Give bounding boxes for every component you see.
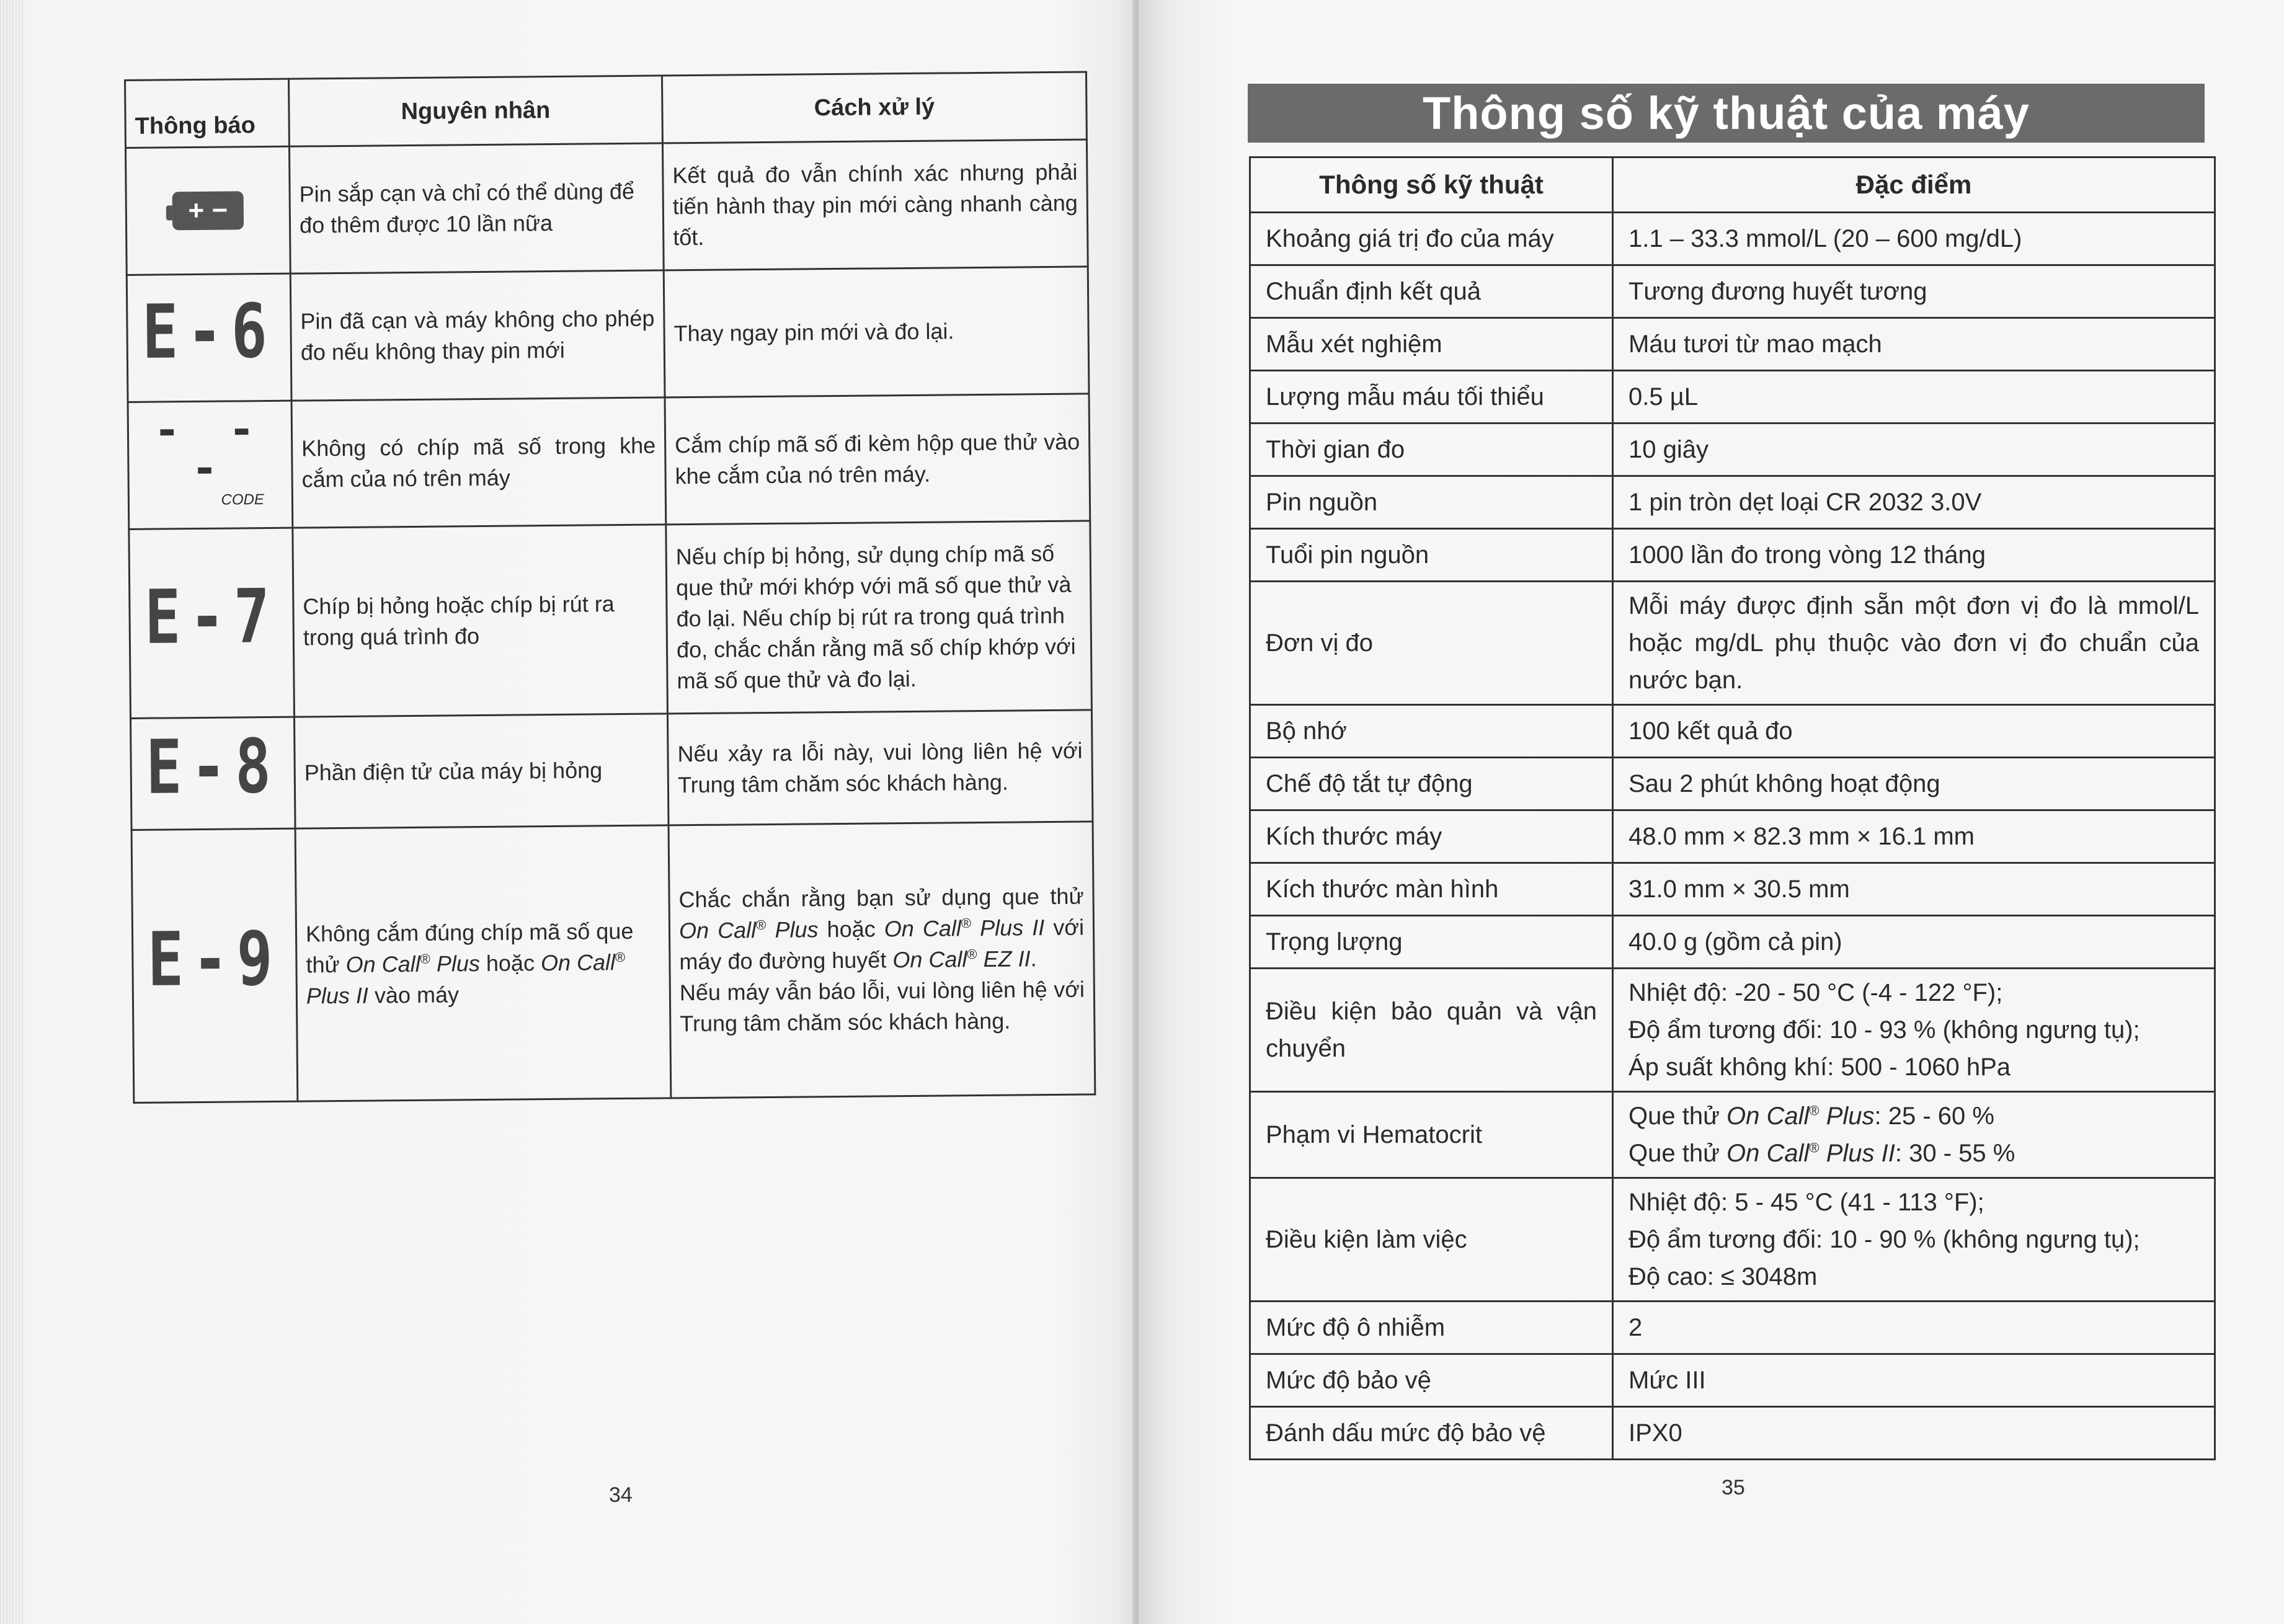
specifications-table xyxy=(1249,156,2216,1460)
lcd-e9-icon: E-9 xyxy=(147,915,282,1003)
table-header-row xyxy=(125,72,1087,148)
table-row xyxy=(1250,705,2215,758)
header-cause: Nguyên nhân xyxy=(289,76,663,146)
action-cell: Nếu chíp bị hỏng, sử dụng chíp mã số que thử mới khớp với mã số que thử và đo lại. Nếu chíp bị rút ra trong quá trình đo, chắc chắn rằng mã số chíp khớp với mã số que thử và đo lại. xyxy=(666,521,1092,714)
display-cell xyxy=(131,828,298,1103)
table-row xyxy=(1250,969,2215,1092)
page-number: 34 xyxy=(609,1483,633,1507)
spec-value: 40.0 g (gồm cả pin) xyxy=(1613,916,2215,969)
lcd-e7-icon: E-7 xyxy=(144,572,279,661)
display-cell xyxy=(127,273,291,402)
page-edge xyxy=(0,0,25,1624)
battery-low-icon: + − xyxy=(172,191,244,230)
spec-name: Đánh dấu mức độ bảo vệ xyxy=(1250,1407,1613,1460)
spec-name: Thời gian đo xyxy=(1250,424,1613,476)
table-row xyxy=(1250,371,2215,424)
display-cell xyxy=(125,146,290,275)
page-number: 35 xyxy=(1722,1476,1745,1499)
spec-value: 1.1 – 33.3 mmol/L (20 – 600 mg/dL) xyxy=(1613,213,2215,265)
table-row xyxy=(129,521,1092,719)
table-row xyxy=(1250,1354,2215,1407)
error-messages-table xyxy=(124,71,1096,1103)
cause-cell: Không cắm đúng chíp mã số que thử On Call® Plus hoặc On Call® Plus II vào máy xyxy=(295,825,671,1101)
display-cell xyxy=(130,717,295,830)
cause-cell: Chíp bị hỏng hoặc chíp bị rút ra trong quá trình đo xyxy=(293,525,668,717)
spec-name: Điều kiện bảo quản và vận chuyển xyxy=(1250,969,1613,1092)
table-row xyxy=(1250,476,2215,529)
action-cell: Thay ngay pin mới và đo lại. xyxy=(664,267,1089,397)
spec-value: 2 xyxy=(1613,1302,2215,1354)
spec-name: Pin nguồn xyxy=(1250,476,1613,529)
spec-name: Tuổi pin nguồn xyxy=(1250,529,1613,582)
table-row xyxy=(1250,863,2215,916)
spec-value: Máu tươi từ mao mạch xyxy=(1613,318,2215,371)
display-cell xyxy=(128,401,293,529)
spec-value: 1000 lần đo trong vòng 12 tháng xyxy=(1613,529,2215,582)
table-row xyxy=(1250,810,2215,863)
table-row xyxy=(127,267,1089,402)
spec-name: Lượng mẫu máu tối thiểu xyxy=(1250,371,1613,424)
spec-value: 0.5 µL xyxy=(1613,371,2215,424)
spec-value: IPX0 xyxy=(1613,1407,2215,1460)
spec-value: Que thử On Call® Plus: 25 - 60 % Que thử On Call® Plus II: 30 - 55 % xyxy=(1613,1092,2215,1178)
cause-cell: Phần điện tử của máy bị hỏng xyxy=(294,714,669,828)
header-feature: Đặc điểm xyxy=(1613,158,2215,213)
spec-value: Nhiệt độ: 5 - 45 °C (41 - 113 °F); Độ ẩm tương đối: 10 - 90 % (không ngưng tụ); Độ cao: ≤ 3048m xyxy=(1613,1178,2215,1302)
spec-name: Điều kiện làm việc xyxy=(1250,1178,1613,1302)
cause-cell: Pin đã cạn và máy không cho phép đo nếu không thay pin mới xyxy=(290,270,665,401)
table-row xyxy=(1250,529,2215,582)
spec-name: Kích thước màn hình xyxy=(1250,863,1613,916)
table-row xyxy=(1250,758,2215,810)
spec-name: Trọng lượng xyxy=(1250,916,1613,969)
spec-value: Sau 2 phút không hoạt động xyxy=(1613,758,2215,810)
cause-cell: Không có chíp mã số trong khe cắm của nó trên máy xyxy=(291,397,666,528)
lcd-e6-icon: E-6 xyxy=(141,287,277,376)
spec-value: 1 pin tròn dẹt loại CR 2032 3.0V xyxy=(1613,476,2215,529)
header-message: Thông báo xyxy=(125,79,290,148)
spec-name: Khoảng giá trị đo của máy xyxy=(1250,213,1613,265)
spec-name: Mức độ bảo vệ xyxy=(1250,1354,1613,1407)
spec-value: 100 kết quả đo xyxy=(1613,705,2215,758)
left-page xyxy=(0,0,1139,1624)
spec-value: Tương đương huyết tương xyxy=(1613,265,2215,318)
spec-value: 10 giây xyxy=(1613,424,2215,476)
action-cell: Nếu xảy ra lỗi này, vui lòng liên hệ với Trung tâm chăm sóc khách hàng. xyxy=(667,710,1093,825)
table-row xyxy=(1250,318,2215,371)
spec-name: Mức độ ô nhiễm xyxy=(1250,1302,1613,1354)
spec-name: Phạm vi Hematocrit xyxy=(1250,1092,1613,1178)
header-spec: Thông số kỹ thuật xyxy=(1250,158,1613,213)
table-header-row xyxy=(1250,158,2215,213)
table-row xyxy=(1250,1302,2215,1354)
table-row xyxy=(1250,916,2215,969)
code-label: CODE xyxy=(221,491,265,508)
spec-name: Đơn vị đo xyxy=(1250,582,1613,705)
table-row xyxy=(1250,582,2215,705)
action-cell: Cắm chíp mã số đi kèm hộp que thử vào khe cắm của nó trên máy. xyxy=(665,394,1090,525)
lcd-e8-icon: E-8 xyxy=(145,722,280,811)
action-cell: Kết quả đo vẫn chính xác nhưng phải tiến hành thay pin mới càng nhanh càng tốt. xyxy=(662,140,1088,270)
spec-value: 31.0 mm × 30.5 mm xyxy=(1613,863,2215,916)
table-row xyxy=(1250,265,2215,318)
table-row xyxy=(125,140,1088,275)
cause-cell: Pin sắp cạn và chỉ có thể dùng để đo thêm được 10 lần nữa xyxy=(289,143,664,273)
spec-name: Mẫu xét nghiệm xyxy=(1250,318,1613,371)
display-cell xyxy=(129,528,295,718)
spec-value: Mỗi máy được định sẵn một đơn vị đo là mmol/L hoặc mg/dL phụ thuộc vào đơn vị đo chuẩn của nước bạn. xyxy=(1613,582,2215,705)
table-row xyxy=(1250,1178,2215,1302)
table-row xyxy=(1250,424,2215,476)
action-cell: Chắc chắn rằng bạn sử dụng que thử On Call® Plus hoặc On Call® Plus II với máy đo đường huyết On Call® EZ II. Nếu máy vẫn báo lỗi, vui lòng liên hệ với Trung tâm chăm sóc khách hàng. xyxy=(669,822,1095,1098)
table-row xyxy=(128,394,1090,530)
spec-name: Bộ nhớ xyxy=(1250,705,1613,758)
spec-name: Chuẩn định kết quả xyxy=(1250,265,1613,318)
table-row xyxy=(1250,1407,2215,1460)
spec-value: 48.0 mm × 82.3 mm × 16.1 mm xyxy=(1613,810,2215,863)
lcd-dashes-icon: - - - xyxy=(153,404,267,494)
spec-value: Nhiệt độ: -20 - 50 °C (-4 - 122 °F); Độ ẩm tương đối: 10 - 93 % (không ngưng tụ); Áp suất không khí: 500 - 1060 hPa xyxy=(1613,969,2215,1092)
spec-name: Kích thước máy xyxy=(1250,810,1613,863)
table-row xyxy=(131,822,1095,1103)
table-row xyxy=(130,710,1093,830)
spec-name: Chế độ tắt tự động xyxy=(1250,758,1613,810)
table-row xyxy=(1250,213,2215,265)
header-action: Cách xử lý xyxy=(662,72,1086,143)
page-title: Thông số kỹ thuật của máy xyxy=(1248,84,2205,143)
spec-value: Mức III xyxy=(1613,1354,2215,1407)
table-row xyxy=(1250,1092,2215,1178)
